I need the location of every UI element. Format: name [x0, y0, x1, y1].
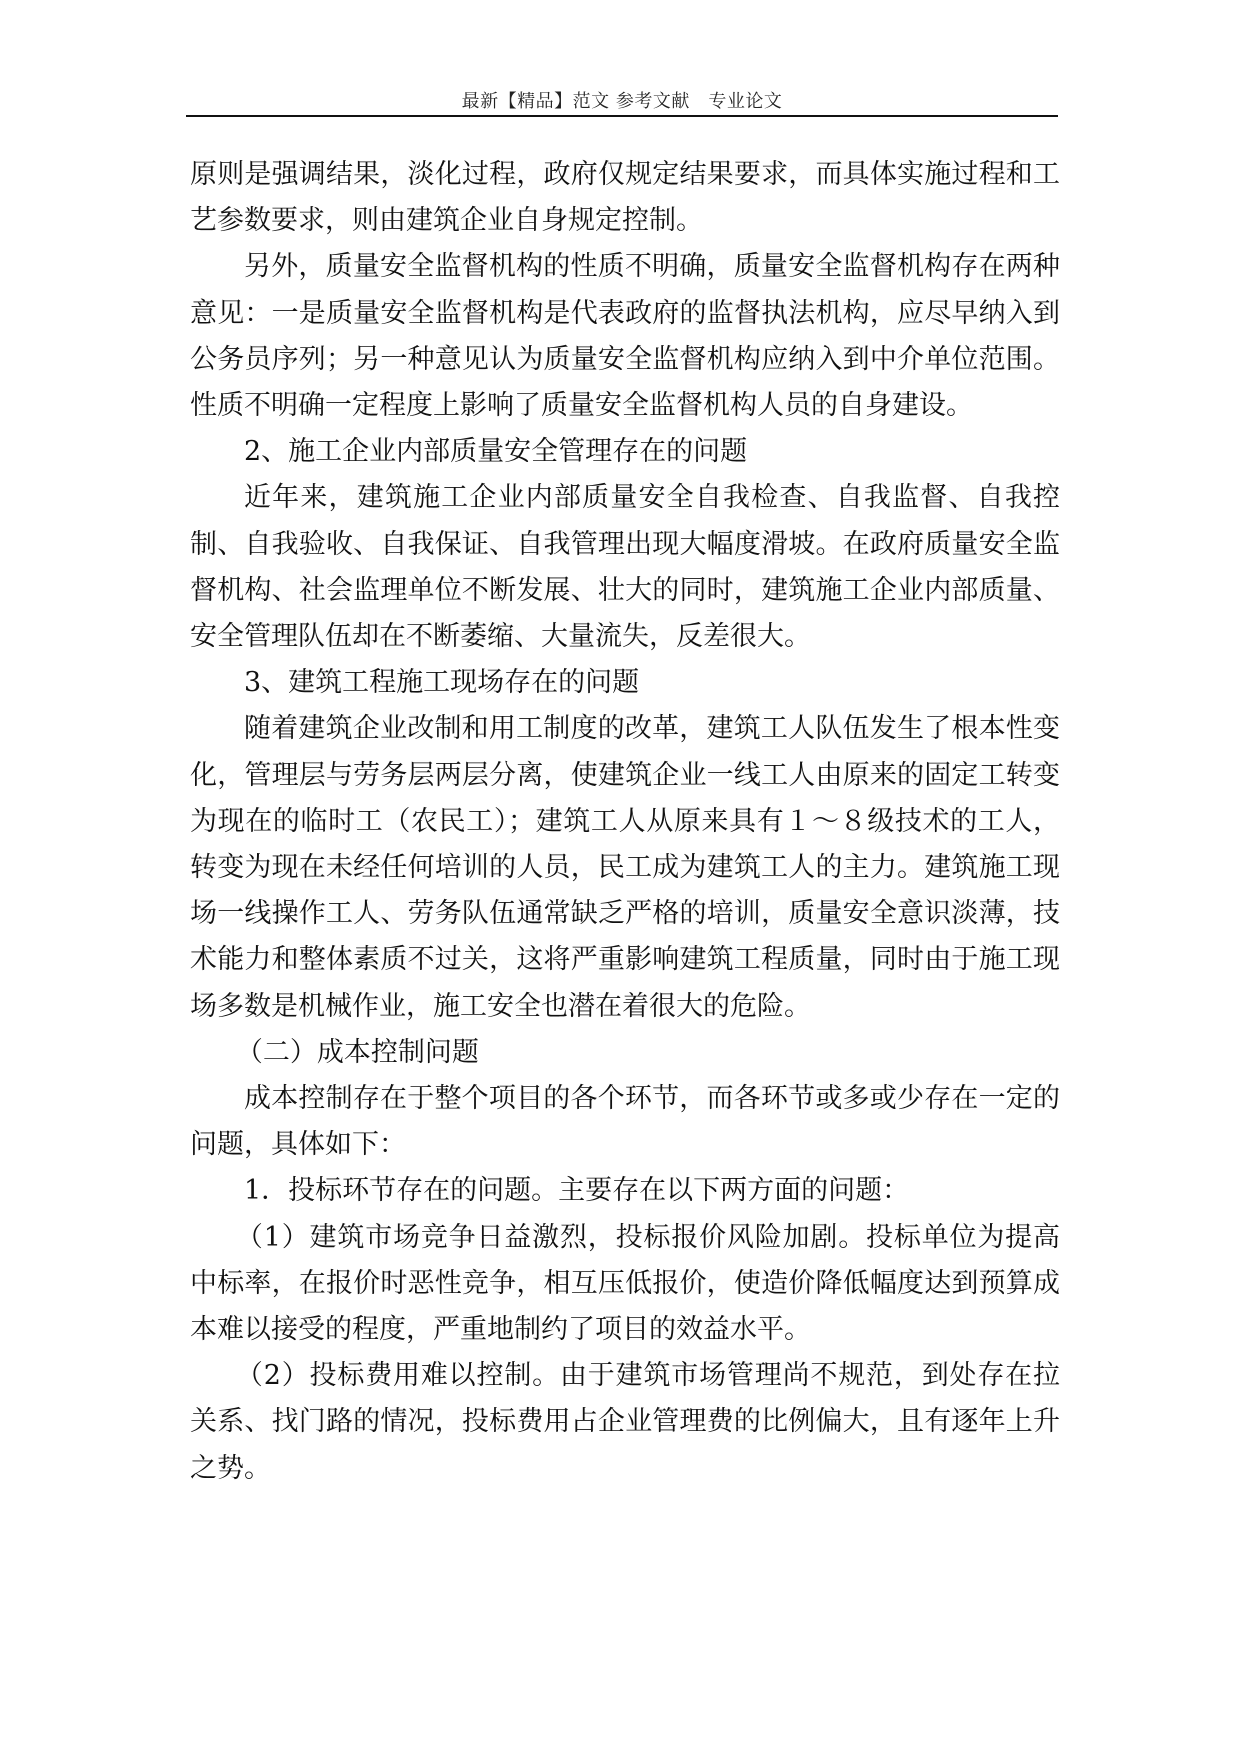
paragraph: 原则是强调结果，淡化过程，政府仅规定结果要求，而具体实施过程和工艺参数要求，则由建筑企业自身规定控制。	[190, 159, 1060, 237]
paragraph: 另外，质量安全监督机构的性质不明确，质量安全监督机构存在两种意见：一是质量安全监督机构是代表政府的监督执法机构，应尽早纳入到公务员序列；另一种意见认为质量安全监督机构应纳入到中介单位范围。性质不明确一定程度上影响了质量安全监督机构人员的自身建设。	[190, 251, 1060, 422]
document-body	[190, 152, 1060, 1492]
paragraph: 随着建筑企业改制和用工制度的改革，建筑工人队伍发生了根本性变化，管理层与劳务层两层分离，使建筑企业一线工人由原来的固定工转变为现在的临时工（农民工）；建筑工人从原来具有１～８级技术的工人，转变为现在未经任何培训的人员，民工成为建筑工人的主力。建筑施工现场一线操作工人、劳务队伍通常缺乏严格的培训，质量安全意识淡薄，技术能力和整体素质不过关，这将严重影响建筑工程质量，同时由于施工现场多数是机械作业，施工安全也潜在着很大的危险。	[190, 713, 1060, 1022]
section-heading: 2、施工企业内部质量安全管理存在的问题	[244, 436, 748, 468]
section-heading: （二）成本控制问题	[235, 1036, 479, 1068]
list-item: （1）建筑市场竞争日益激烈，投标报价风险加剧。投标单位为提高中标率，在报价时恶性竞争，相互压低报价，使造价降低幅度达到预算成本难以接受的程度，严重地制约了项目的效益水平。	[190, 1221, 1060, 1346]
paragraph: 成本控制存在于整个项目的各个环节，而各环节或多或少存在一定的问题，具体如下：	[190, 1083, 1060, 1161]
list-heading: 1．投标环节存在的问题。主要存在以下两方面的问题：	[244, 1175, 910, 1207]
header-divider	[186, 115, 1058, 117]
list-item: （2）投标费用难以控制。由于建筑市场管理尚不规范，到处存在拉关系、找门路的情况，投标费用占企业管理费的比例偏大，且有逐年上升之势。	[190, 1360, 1060, 1484]
page-header: 最新【精品】范文 参考文献 专业论文	[461, 91, 783, 112]
paragraph: 近年来，建筑施工企业内部质量安全自我检查、自我监督、自我控制、自我验收、自我保证、自我管理出现大幅度滑坡。在政府质量安全监督机构、社会监理单位不断发展、壮大的同时，建筑施工企业内部质量、安全管理队伍却在不断萎缩、大量流失，反差很大。	[190, 482, 1060, 653]
section-heading: 3、建筑工程施工现场存在的问题	[244, 667, 640, 699]
